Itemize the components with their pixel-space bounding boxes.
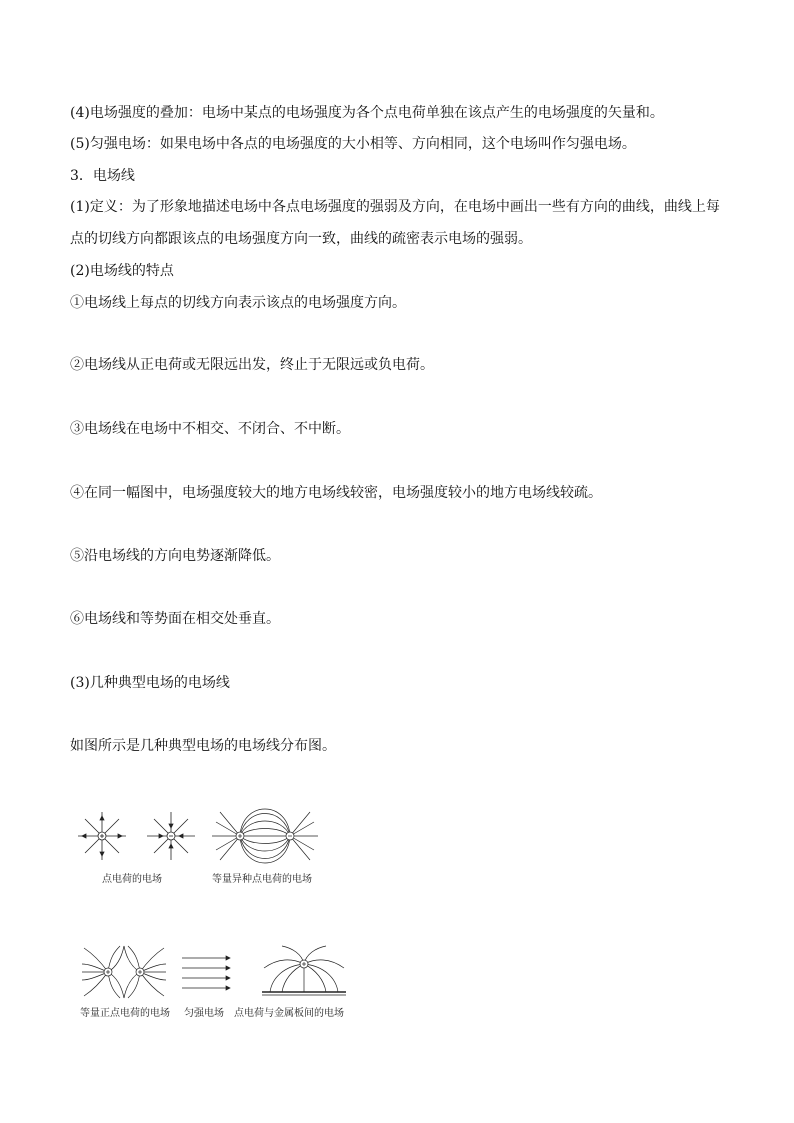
charge-plate-field-diagram [262, 946, 346, 995]
section-heading-field-lines: 3．电场线 [70, 168, 135, 184]
caption-point-charge-field: 点电荷的电场 [102, 874, 162, 885]
subheading-typical-fields: (3)几种典型电场的电场线 [70, 675, 230, 691]
text-line-definition-cont: 点的切线方向都跟该点的电场强度方向一致，曲线的疏密表示电场的强弱。 [70, 231, 532, 247]
caption-charge-plate-field: 点电荷与金属板间的电场 [234, 1008, 344, 1019]
characteristic-item-3: ③电场线在电场中不相交、不闭合、不中断。 [70, 421, 350, 437]
like-charges-field-diagram [82, 946, 166, 998]
negative-point-charge-diagram [147, 812, 195, 860]
text-line-superposition: (4)电场强度的叠加：电场中某点的电场强度为各个点电荷单独在该点产生的电场强度的矢量和。 [70, 105, 664, 121]
text-line-definition: (1)定义：为了形象地描述电场中各点电场强度的强弱及方向，在电场中画出一些有方向的曲线，曲线上每 [70, 199, 720, 215]
caption-uniform-field: 匀强电场 [184, 1008, 224, 1019]
characteristic-item-5: ⑤沿电场线的方向电势逐渐降低。 [70, 548, 280, 564]
caption-like-charges-field: 等量正点电荷的电场 [80, 1008, 170, 1019]
characteristic-item-4: ④在同一幅图中，电场强度较大的地方电场线较密，电场强度较小的地方电场线较疏。 [70, 485, 602, 501]
caption-opposite-charges-field: 等量异种点电荷的电场 [212, 874, 312, 885]
characteristic-item-1: ①电场线上每点的切线方向表示该点的电场强度方向。 [70, 295, 406, 311]
subheading-characteristics: (2)电场线的特点 [70, 263, 174, 279]
characteristic-item-6: ⑥电场线和等势面在相交处垂直。 [70, 611, 280, 627]
positive-point-charge-diagram [78, 812, 126, 860]
figure-row-1 [70, 796, 340, 868]
figure-row-2 [78, 944, 358, 1002]
text-line-uniform-field: (5)匀强电场：如果电场中各点的电场强度的大小相等、方向相同，这个电场叫作匀强电场。 [70, 136, 636, 152]
text-line-figure-intro: 如图所示是几种典型电场的电场线分布图。 [70, 738, 336, 754]
characteristic-item-2: ②电场线从正电荷或无限远出发，终止于无限远或负电荷。 [70, 357, 434, 373]
uniform-field-diagram [182, 956, 230, 990]
dipole-field-diagram [212, 809, 318, 863]
